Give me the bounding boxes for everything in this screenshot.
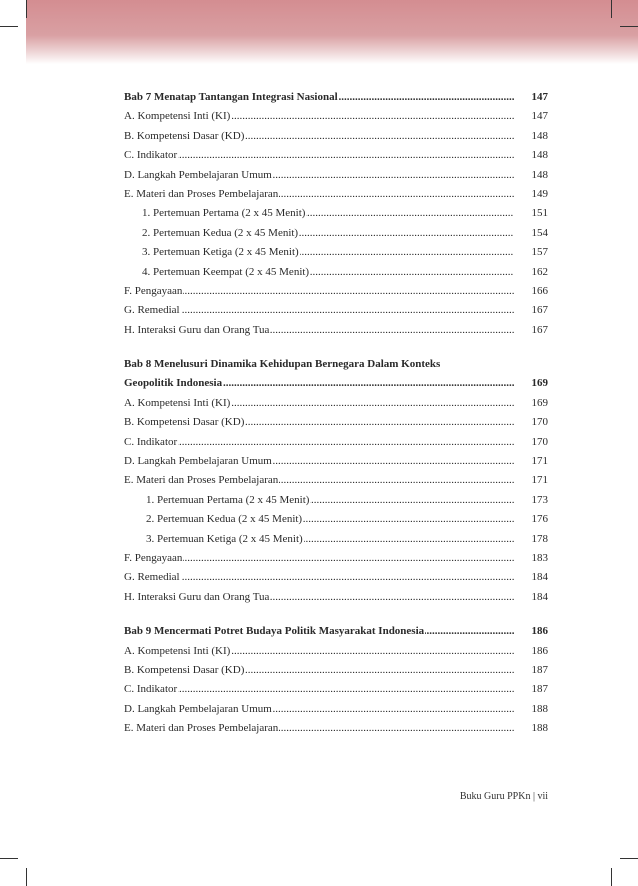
toc-entry-label-wrap bbox=[146, 491, 514, 510]
toc-entry-label: Bab 8 Menelusuri Dinamika Kehidupan Bernegara Dalam Konteks bbox=[124, 358, 441, 371]
toc-entry-label: H. Interaksi Guru dan Orang Tua bbox=[124, 323, 270, 336]
toc-entry-label: D. Langkah Pembelajaran Umum bbox=[124, 168, 272, 181]
toc-entry-label-wrap bbox=[124, 680, 514, 699]
toc-entry-page-number: 167 bbox=[531, 304, 548, 317]
toc-entry bbox=[124, 166, 548, 185]
toc-entry-label: E. Materi dan Proses Pembelajaran bbox=[124, 474, 279, 487]
toc-entry-label-wrap bbox=[142, 224, 514, 243]
toc-entry-label: A. Kompetensi Inti (KI) bbox=[124, 110, 231, 123]
toc-entry-label: E. Materi dan Proses Pembelajaran bbox=[124, 187, 279, 200]
toc-entry-page-number: 188 bbox=[531, 722, 548, 735]
toc-entry-label: F. Pengayaan bbox=[124, 551, 183, 564]
toc-entry-label: C. Indikator bbox=[124, 435, 178, 448]
toc-entry-label-wrap bbox=[124, 301, 514, 320]
toc-entry bbox=[124, 719, 548, 738]
toc-entry-page-number: 188 bbox=[531, 702, 548, 715]
toc-chapter-heading bbox=[124, 355, 548, 374]
toc-entry-label: B. Kompetensi Dasar (KD) bbox=[124, 663, 245, 676]
toc-chapter-heading bbox=[124, 622, 548, 641]
toc-entry-label-wrap bbox=[124, 568, 514, 587]
crop-mark-bottom-right-v bbox=[611, 868, 612, 886]
toc-entry-label-wrap bbox=[124, 452, 514, 471]
toc-entry-page-number: 176 bbox=[531, 513, 548, 526]
toc-entry-label-wrap bbox=[124, 471, 514, 490]
toc-entry-label-wrap bbox=[124, 394, 514, 413]
toc-entry-page-number: 170 bbox=[531, 435, 548, 448]
toc-entry-label-wrap bbox=[124, 642, 514, 661]
toc-entry-page-number: 148 bbox=[531, 129, 548, 142]
toc-entry bbox=[124, 263, 548, 282]
toc-entry-label: 3. Pertemuan Ketiga (2 x 45 Menit) bbox=[146, 532, 303, 545]
toc-entry-label: 1. Pertemuan Pertama (2 x 45 Menit) bbox=[146, 493, 310, 506]
toc-entry-label: C. Indikator bbox=[124, 683, 178, 696]
toc-entry-label: 2. Pertemuan Kedua (2 x 45 Menit) bbox=[142, 226, 299, 239]
toc-entry-label-wrap bbox=[124, 185, 514, 204]
toc-entry-label-wrap bbox=[124, 355, 514, 374]
toc-entry-page-number: 147 bbox=[531, 110, 548, 123]
toc-entry-label-wrap bbox=[124, 282, 514, 301]
toc-entry-label-wrap bbox=[142, 263, 514, 282]
toc-entry-label-wrap bbox=[124, 549, 514, 568]
toc-entry bbox=[124, 243, 548, 262]
toc-entry-label-wrap bbox=[124, 321, 514, 340]
toc-entry-page-number: 157 bbox=[531, 246, 548, 259]
toc-entry-label-wrap bbox=[124, 107, 514, 126]
toc-entry bbox=[124, 185, 548, 204]
toc-entry bbox=[124, 588, 548, 607]
toc-chapter-heading bbox=[124, 88, 548, 107]
section-gap bbox=[124, 340, 548, 355]
page-footer: Buku Guru PPKn | vii bbox=[459, 791, 548, 802]
toc-entry bbox=[124, 491, 548, 510]
toc-entry-label: 2. Pertemuan Kedua (2 x 45 Menit) bbox=[146, 513, 303, 526]
toc-entry-label: 1. Pertemuan Pertama (2 x 45 Menit) bbox=[142, 207, 306, 220]
toc-entry-label: Geopolitik Indonesia bbox=[124, 377, 223, 390]
toc-entry-label-wrap bbox=[124, 127, 514, 146]
toc-entry-label-wrap bbox=[124, 700, 514, 719]
toc-entry bbox=[124, 282, 548, 301]
crop-mark-top-right-v bbox=[611, 0, 612, 18]
toc-entry bbox=[124, 471, 548, 490]
toc-entry-page-number: 178 bbox=[531, 532, 548, 545]
toc-entry bbox=[124, 107, 548, 126]
toc-entry-label-wrap bbox=[124, 433, 514, 452]
toc-entry-page-number: 148 bbox=[531, 149, 548, 162]
crop-mark-bottom-left-v bbox=[26, 868, 27, 886]
toc-entry-label: B. Kompetensi Dasar (KD) bbox=[124, 416, 245, 429]
crop-mark-bottom-left-h bbox=[0, 858, 18, 859]
toc-entry bbox=[124, 680, 548, 699]
toc-entry-page-number: 171 bbox=[531, 474, 548, 487]
toc-entry-label: 4. Pertemuan Keempat (2 x 45 Menit) bbox=[142, 265, 310, 278]
toc-entry-label: F. Pengayaan bbox=[124, 284, 183, 297]
toc-entry-label-wrap bbox=[142, 204, 514, 223]
toc-entry-page-number: 149 bbox=[531, 187, 548, 200]
table-of-contents bbox=[124, 88, 548, 739]
toc-entry-page-number: 184 bbox=[531, 590, 548, 603]
toc-entry-label: D. Langkah Pembelajaran Umum bbox=[124, 702, 272, 715]
toc-entry-page-number: 167 bbox=[531, 323, 548, 336]
crop-mark-top-right-h bbox=[620, 26, 638, 27]
toc-entry bbox=[124, 204, 548, 223]
toc-entry bbox=[124, 394, 548, 413]
toc-entry-page-number: 171 bbox=[531, 455, 548, 468]
toc-entry-label-wrap bbox=[146, 510, 514, 529]
toc-entry-page-number: 166 bbox=[531, 284, 548, 297]
toc-entry-label: A. Kompetensi Inti (KI) bbox=[124, 644, 231, 657]
toc-entry-page-number: 169 bbox=[531, 377, 548, 390]
toc-entry bbox=[124, 146, 548, 165]
toc-entry bbox=[124, 321, 548, 340]
toc-entry-page-number: 154 bbox=[531, 226, 548, 239]
toc-entry bbox=[124, 530, 548, 549]
toc-entry bbox=[124, 433, 548, 452]
toc-entry-page-number: 173 bbox=[531, 493, 548, 506]
toc-entry-page-number: 148 bbox=[531, 168, 548, 181]
toc-entry-page-number: 169 bbox=[531, 396, 548, 409]
toc-entry bbox=[124, 301, 548, 320]
toc-entry-label: Bab 9 Mencermati Potret Budaya Politik Masyarakat Indonesia bbox=[124, 625, 425, 638]
toc-entry-label-wrap bbox=[146, 530, 514, 549]
toc-entry bbox=[124, 549, 548, 568]
toc-entry-page-number: 186 bbox=[531, 625, 548, 638]
toc-entry-label-wrap bbox=[124, 166, 514, 185]
toc-entry-label-wrap bbox=[124, 719, 514, 738]
toc-entry-page-number: 170 bbox=[531, 416, 548, 429]
toc-entry bbox=[124, 700, 548, 719]
toc-entry-label: G. Remedial bbox=[124, 304, 180, 317]
toc-entry bbox=[124, 127, 548, 146]
toc-entry-label-wrap bbox=[124, 661, 514, 680]
toc-entry-label-wrap bbox=[124, 374, 514, 393]
toc-entry-page-number: 151 bbox=[531, 207, 548, 220]
header-band bbox=[26, 0, 638, 64]
toc-entry bbox=[124, 413, 548, 432]
toc-entry-label: Bab 7 Menatap Tantangan Integrasi Nasional bbox=[124, 91, 338, 103]
toc-entry-label-wrap bbox=[142, 243, 514, 262]
toc-entry-page-number: 184 bbox=[531, 571, 548, 584]
toc-entry-page-number: 147 bbox=[531, 91, 548, 103]
toc-entry-label: C. Indikator bbox=[124, 149, 178, 162]
toc-entry bbox=[124, 642, 548, 661]
toc-entry-page-number: 187 bbox=[531, 683, 548, 696]
toc-entry-label: H. Interaksi Guru dan Orang Tua bbox=[124, 590, 270, 603]
section-gap bbox=[124, 607, 548, 622]
toc-entry-label-wrap bbox=[124, 413, 514, 432]
toc-entry bbox=[124, 568, 548, 587]
toc-entry-label: D. Langkah Pembelajaran Umum bbox=[124, 455, 272, 468]
toc-entry-label: B. Kompetensi Dasar (KD) bbox=[124, 129, 245, 142]
toc-entry-label: E. Materi dan Proses Pembelajaran bbox=[124, 722, 279, 735]
toc-chapter-heading bbox=[124, 374, 548, 393]
toc-entry-label: A. Kompetensi Inti (KI) bbox=[124, 396, 231, 409]
toc-entry-label: 3. Pertemuan Ketiga (2 x 45 Menit) bbox=[142, 246, 299, 259]
toc-entry-label: G. Remedial bbox=[124, 571, 180, 584]
toc-entry-label-wrap bbox=[124, 622, 514, 641]
toc-entry-label-wrap bbox=[124, 88, 514, 107]
crop-mark-top-left-v bbox=[26, 0, 27, 18]
crop-mark-bottom-right-h bbox=[620, 858, 638, 859]
toc-entry-page-number: 162 bbox=[531, 265, 548, 278]
toc-entry-page-number: 183 bbox=[531, 551, 548, 564]
toc-entry bbox=[124, 224, 548, 243]
toc-entry bbox=[124, 661, 548, 680]
toc-entry-page-number: 186 bbox=[531, 644, 548, 657]
toc-entry-label-wrap bbox=[124, 588, 514, 607]
toc-entry-label-wrap bbox=[124, 146, 514, 165]
toc-entry-page-number: 187 bbox=[531, 663, 548, 676]
crop-mark-top-left-h bbox=[0, 26, 18, 27]
toc-entry bbox=[124, 452, 548, 471]
toc-entry bbox=[124, 510, 548, 529]
